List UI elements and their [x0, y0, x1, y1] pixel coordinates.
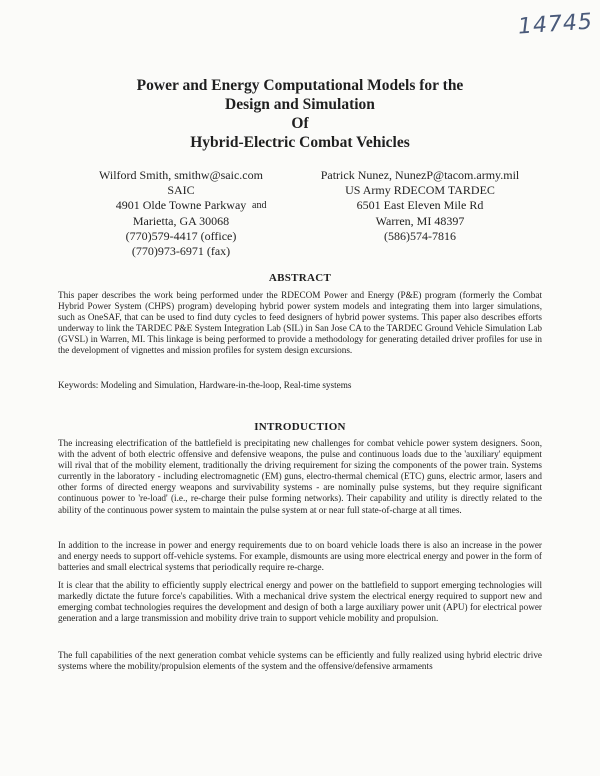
paper-title	[60, 76, 540, 152]
author-line: (586)574-7816	[384, 228, 456, 243]
author-line: Marietta, GA 30068	[132, 213, 230, 228]
title-line: Design and Simulation	[225, 96, 375, 113]
intro-paragraph: The full capabilities of the next generation combat vehicle systems can be efficiently and fully realized using hybrid electric drive systems where the mobility/propulsion elements of the system and the offensive/defensive armaments	[58, 650, 542, 672]
keywords-line: Keywords: Modeling and Simulation, Hardware-in-the-loop, Real-time systems	[58, 380, 352, 390]
author-line: (770)973-6971 (fax)	[131, 244, 231, 259]
author-line: 6501 East Eleven Mile Rd	[356, 198, 484, 213]
author-line: Wilford Smith, smithw@saic.com	[99, 168, 263, 182]
intro-paragraph: In addition to the increase in power and energy requirements due to on board vehicle loads there is also an increase in the power and energy needs to support off-vehicle systems. For example, dismounts are using more electrical energy and power in the form of batteries and small electrical systems that periodically require re-charge.	[58, 540, 542, 573]
title-line: Of	[291, 115, 309, 132]
handwritten-document-number: 14745	[517, 9, 594, 40]
introduction-heading: INTRODUCTION	[254, 421, 346, 433]
author-block-right	[292, 168, 548, 244]
title-line: Power and Energy Computational Models for the	[136, 77, 464, 94]
abstract-paragraph: This paper describes the work being performed under the RDECOM Power and Energy (P&E) program (formerly the Combat Hybrid Power System (CHPS) program) developing hybrid power system models and integrating them into larger simulations, such as OneSAF, that can be used to find duty cycles to feed designers of hybrid power systems. This paper also describes efforts underway to link the TARDEC P&E System Integration Lab (SIL) in San Jose CA to the TARDEC Ground Vehicle Simulation Lab (GVSL) in Warren, MI. This linkage is being performed to provide a methodology for generating detailed driver profiles for use in the development of vignettes and mission profiles for system design excursions.	[58, 290, 542, 356]
intro-paragraph: The increasing electrification of the battlefield is precipitating new challenges for combat vehicle power system designers. Soon, with the advent of both electric offensive and defensive weapons, the pulse and continuous loads due to the 'auxiliary' equipment will rival that of the mobility element, traditionally the driving requirement for sizing the components of the power train. Systems currently in the laboratory - including electromagnetic (EM) guns, electro-thermal chemical (ETC) guns, electric armor, lasers and other forms of directed energy weapons and survivability systems - are nominally pulse systems, but they require significant continuous power to 're-load' (i.e., re-charge their pulse forming networks). Their capability and utility is directly related to the ability of the continuous power system to maintain the pulse system at or near full state-of-charge at all times.	[58, 438, 542, 515]
author-line: (770)579-4417 (office)	[125, 228, 237, 243]
author-line: Patrick Nunez, NunezP@tacom.army.mil	[320, 168, 520, 182]
author-line: 4901 Olde Towne Parkway	[115, 198, 247, 213]
title-line: Hybrid-Electric Combat Vehicles	[190, 134, 410, 151]
abstract-heading: ABSTRACT	[268, 272, 332, 284]
author-line: US Army RDECOM TARDEC	[345, 183, 495, 198]
intro-paragraph: It is clear that the ability to efficiently supply electrical energy and power on the battlefield to support emerging technologies will markedly dictate the future force's capabilities. With a mechanical drive system the electrical energy required to support new and emerging combat technologies requires the development and design of both a large auxiliary power unit (APU) for electrical power generation and a large transmission and mobility drive train to support vehicle mobility and propulsion.	[58, 580, 542, 624]
author-block-left	[76, 168, 286, 259]
author-line: SAIC	[167, 183, 195, 198]
author-conjunction: and	[252, 200, 267, 211]
author-line: Warren, MI 48397	[375, 213, 465, 228]
